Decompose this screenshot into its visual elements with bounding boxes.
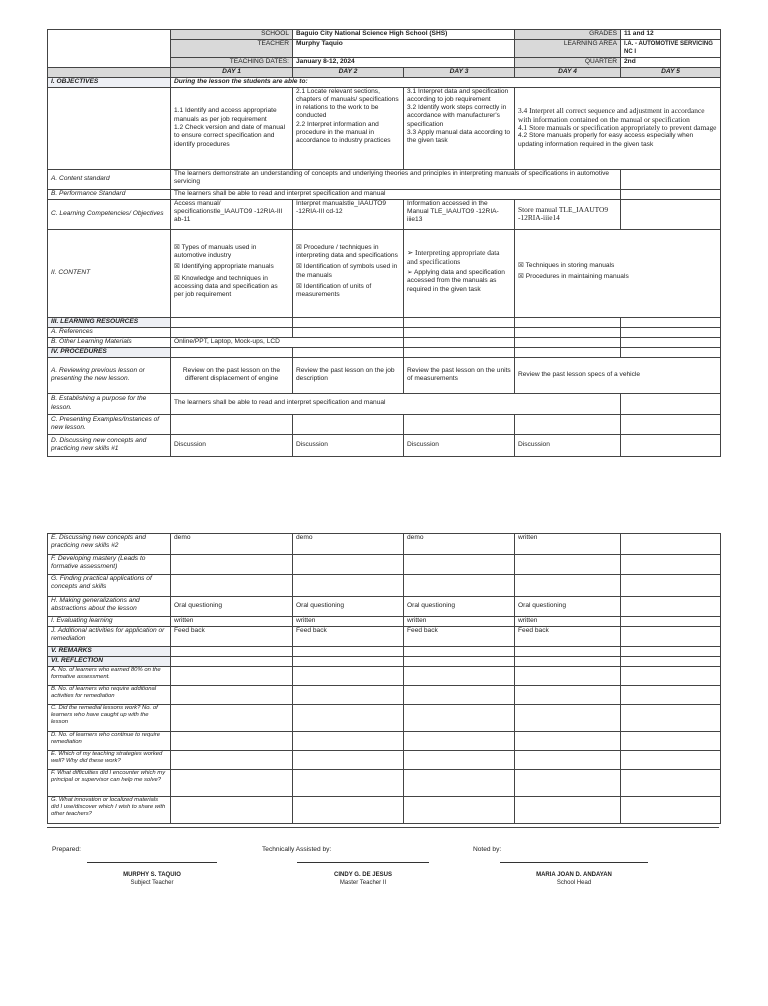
performance-standard-value: The learners shall be able to read and interpret specification and manual <box>171 189 621 199</box>
empty-cell <box>404 732 515 751</box>
mastery-label: F. Developing mastery (Leads to formative assessment) <box>48 555 171 575</box>
objectives-intro: During the lesson the students are able to: <box>171 77 721 87</box>
empty-cell <box>621 534 721 555</box>
assisted-role: Master Teacher II <box>339 880 387 886</box>
objectives-blank <box>48 87 171 169</box>
empty-cell <box>621 347 721 357</box>
school-label: SCHOOL <box>171 30 293 40</box>
content-day1-item: ☒ Identifying appropriate manuals <box>174 263 274 271</box>
performance-standard-label: B. Performance Standard <box>48 189 171 199</box>
empty-cell <box>171 770 293 797</box>
empty-cell <box>171 317 293 327</box>
objectives-day4-serif: 3.4 Interpret all correct sequence and adjustment in accordance with information contained on the manual or specification 4.1 Store manuals or specification appropriately to prevent damage <box>518 106 717 132</box>
discuss1-day1: Discussion <box>171 434 293 456</box>
empty-cell <box>171 657 293 667</box>
empty-cell <box>171 647 293 657</box>
empty-cell <box>621 770 721 797</box>
empty-cell <box>515 337 621 347</box>
evaluating-day4: written <box>515 617 621 627</box>
objectives-day1: 1.1 Identify and access appropriate manuals as per job requirement 1.2 Check version and date of manual to ensure correct specification and identify procedures <box>171 87 293 169</box>
empty-cell <box>293 347 404 357</box>
prepared-name: MURPHY S. TAQUIO <box>123 872 181 878</box>
reflection-item: E. Which of my teaching strategies worked well? Why did these work? <box>48 751 171 770</box>
review-day3: Review the past lesson on the units of measurements <box>404 357 515 393</box>
objectives-day2: 2.1 Locate relevant sections, chapters of manuals/ specifications in relations to the work to be conducted 2.2 Interpret information and procedure in the manual in accordance to industry practices <box>293 87 404 169</box>
assisted-label: Technically Assisted by: <box>262 846 332 853</box>
empty-cell <box>515 575 621 597</box>
empty-cell <box>515 770 621 797</box>
competencies-day4: Store manual TLE_IAAUTO9 -12RIA-iiie14 <box>515 199 621 229</box>
empty-cell <box>293 414 404 434</box>
discuss2-label: E. Discussing new concepts and practicing new skills #2 <box>48 534 171 555</box>
empty-cell <box>515 667 621 686</box>
teaching-dates-label: TEACHING DATES: <box>171 57 293 67</box>
content-day4-item: ☒ Techniques in storing manuals <box>518 261 615 269</box>
grades-value: 11 and 12 <box>621 30 721 40</box>
content-day2-item: ☒ Identification of symbols used in the manuals <box>296 263 398 279</box>
reflection-item: B. No. of learners who require additional activities for remediation <box>48 686 171 705</box>
empty-cell <box>621 627 721 647</box>
empty-cell <box>515 647 621 657</box>
content-day2 <box>293 229 404 317</box>
learning-area-label: LEARNING AREA <box>515 40 621 58</box>
empty-cell <box>404 705 515 732</box>
generalization-day2: Oral questioning <box>293 597 404 617</box>
practical-label: G. Finding practical applications of concepts and skills <box>48 575 171 597</box>
discuss1-day2: Discussion <box>293 434 404 456</box>
empty-cell <box>515 732 621 751</box>
prepared-label: Prepared: <box>52 846 81 853</box>
reflection-item: C. Did the remedial lessons work? No. of learners who have caught up with the lesson <box>48 705 171 732</box>
empty-cell <box>515 705 621 732</box>
empty-cell <box>621 657 721 667</box>
empty-cell <box>621 327 721 337</box>
additional-day2: Feed back <box>293 627 404 647</box>
quarter-label: QUARTER <box>515 57 621 67</box>
generalization-day3: Oral questioning <box>404 597 515 617</box>
empty-cell <box>404 337 515 347</box>
content-standard-blank <box>621 169 721 189</box>
empty-cell <box>621 337 721 347</box>
day-header-1: DAY 1 <box>171 67 293 77</box>
content-day4 <box>515 229 721 317</box>
discuss1-day3: Discussion <box>404 434 515 456</box>
signature-block <box>47 827 719 888</box>
content-day1-item: ☒ Knowledge and techniques in accessing data and specification as per job requirement <box>174 274 278 299</box>
evaluating-day1: written <box>171 617 293 627</box>
empty-cell <box>515 797 621 824</box>
empty-cell <box>515 686 621 705</box>
empty-cell <box>621 797 721 824</box>
empty-cell <box>171 327 293 337</box>
discuss1-day4: Discussion <box>515 434 621 456</box>
evaluating-day2: written <box>293 617 404 627</box>
noted-name: MARIA JOAN D. ANDAYAN <box>536 872 612 878</box>
discuss2-day3: demo <box>404 534 515 555</box>
empty-cell <box>293 667 404 686</box>
header-blank <box>48 30 171 68</box>
other-materials-label: B. Other Learning Materials <box>48 337 171 347</box>
empty-cell <box>621 686 721 705</box>
day-header-3: DAY 3 <box>404 67 515 77</box>
dll-table-page1 <box>47 29 721 457</box>
dll-table-page2 <box>47 533 721 824</box>
day-header-5: DAY 5 <box>621 67 721 77</box>
noted-label: Noted by: <box>473 846 502 853</box>
content-day3-item: ➢ Applying data and specification accessed from the manuals as required in the given task <box>407 269 505 293</box>
empty-cell <box>404 555 515 575</box>
empty-cell <box>171 575 293 597</box>
competencies-day2: Interpret manualstle_IAAUTO9 -12RIA-III cd-12 <box>293 199 404 229</box>
content-day1 <box>171 229 293 317</box>
generalization-label: H. Making generalizations and abstractions about the lesson <box>48 597 171 617</box>
discuss2-day1: demo <box>171 534 293 555</box>
empty-cell <box>404 317 515 327</box>
content-standard-value: The learners demonstrate an understanding of concepts and underlying theories and principles in interpreting manuals of specifications in automotive servicing <box>171 169 621 189</box>
school-value: Baguio City National Science High School (SHS) <box>293 30 515 40</box>
discuss2-day2: demo <box>293 534 404 555</box>
empty-cell <box>621 317 721 327</box>
empty-cell <box>621 597 721 617</box>
assisted-name: CINDY G. DE JESUS <box>334 872 392 878</box>
objectives-label: I. OBJECTIVES <box>48 77 171 87</box>
competencies-day1: Access manual/ specificationstle_IAAUTO9 -12RIA-III ab-11 <box>171 199 293 229</box>
prepared-signature-line <box>87 862 217 863</box>
reflection-item: D. No. of learners who continue to require remediation <box>48 732 171 751</box>
empty-cell <box>515 751 621 770</box>
empty-cell <box>515 414 621 434</box>
additional-day4: Feed back <box>515 627 621 647</box>
purpose-value: The learners shall be able to read and interpret specification and manual <box>171 393 621 414</box>
empty-cell <box>293 732 404 751</box>
empty-cell <box>515 555 621 575</box>
empty-cell <box>404 797 515 824</box>
noted-role: School Head <box>556 880 592 886</box>
empty-cell <box>515 327 621 337</box>
empty-cell <box>404 327 515 337</box>
review-day4: Review the past lesson specs of a vehicle <box>515 357 721 393</box>
empty-cell <box>404 751 515 770</box>
content-day2-item: ☒ Identification of units of measurements <box>296 282 372 299</box>
empty-cell <box>404 770 515 797</box>
other-materials-value: Online/PPT, Laptop, Mock-ups, LCD <box>171 337 404 347</box>
empty-cell <box>404 575 515 597</box>
empty-cell <box>293 657 404 667</box>
empty-cell <box>293 575 404 597</box>
assisted-signature-line <box>297 862 429 863</box>
discuss2-day4: written <box>515 534 621 555</box>
empty-cell <box>171 555 293 575</box>
empty-cell <box>621 434 721 456</box>
objectives-day4 <box>515 87 721 169</box>
empty-cell <box>515 347 621 357</box>
empty-cell <box>293 647 404 657</box>
noted-signature-line <box>500 862 648 863</box>
empty-cell <box>621 667 721 686</box>
reflection-item: F. What difficulties did I encounter which my principal or supervisor can help me solve? <box>48 770 171 797</box>
day-header-4: DAY 4 <box>515 67 621 77</box>
empty-cell <box>404 414 515 434</box>
additional-day3: Feed back <box>404 627 515 647</box>
teaching-dates-value: January 8-12, 2024 <box>293 57 515 67</box>
teacher-value: Murphy Taquio <box>293 40 515 58</box>
empty-cell <box>293 327 404 337</box>
content-day3 <box>404 229 515 317</box>
empty-cell <box>404 667 515 686</box>
empty-cell <box>515 657 621 667</box>
evaluating-label: I. Evaluating learning <box>48 617 171 627</box>
empty-cell <box>171 751 293 770</box>
empty-cell <box>621 393 721 414</box>
empty-cell <box>293 686 404 705</box>
objectives-day3: 3.1 Interpret data and specification according to job requirement 3.2 Identify work steps correctly in accordance with manufacturer's specification 3.3 Apply manual data according to the given task <box>404 87 515 169</box>
content-day2-item: ☒ Procedure / techniques in interpreting data and specifications <box>296 243 398 259</box>
empty-cell <box>621 705 721 732</box>
competencies-day3: Information accessed in the Manual TLE_IAAUTO9 -12RIA-iiie13 <box>404 199 515 229</box>
day-header-blank <box>48 67 171 77</box>
generalization-day1: Oral questioning <box>171 597 293 617</box>
empty-cell <box>293 317 404 327</box>
empty-cell <box>621 647 721 657</box>
content-day4-item: ☒ Procedures in maintaining manuals <box>518 273 629 281</box>
review-day2: Review the past lesson on the job description <box>293 357 404 393</box>
competencies-label: C. Learning Competencies/ Objectives <box>48 199 171 229</box>
references-label: A. References <box>48 327 171 337</box>
empty-cell <box>171 732 293 751</box>
empty-cell <box>404 347 515 357</box>
additional-day1: Feed back <box>171 627 293 647</box>
generalization-day4: Oral questioning <box>515 597 621 617</box>
evaluating-day3: written <box>404 617 515 627</box>
empty-cell <box>293 705 404 732</box>
content-label: II. CONTENT <box>48 229 171 317</box>
empty-cell <box>621 575 721 597</box>
competencies-day5 <box>621 199 721 229</box>
empty-cell <box>171 705 293 732</box>
performance-standard-blank <box>621 189 721 199</box>
discuss1-label: D. Discussing new concepts and practicing new skills #1 <box>48 434 171 456</box>
objectives-day4-extra: 4.2 Store manuals properly for easy access especially when updating information required in the given task <box>518 132 694 148</box>
day-header-2: DAY 2 <box>293 67 404 77</box>
examples-label: C. Presenting Examples/Instances of new lesson. <box>48 414 171 434</box>
empty-cell <box>621 414 721 434</box>
empty-cell <box>171 686 293 705</box>
empty-cell <box>293 555 404 575</box>
empty-cell <box>171 347 293 357</box>
reflection-label: VI. REFLECTION <box>48 657 171 667</box>
reflection-item: G. What innovation or localized materials did I use/discover which I wish to share with other teachers? <box>48 797 171 824</box>
empty-cell <box>293 770 404 797</box>
additional-label: J. Additional activities for application or remediation <box>48 627 171 647</box>
empty-cell <box>404 657 515 667</box>
remarks-label: V. REMARKS <box>48 647 171 657</box>
empty-cell <box>621 751 721 770</box>
review-day1: Review on the past lesson on the different displacement of engine <box>171 357 293 393</box>
learning-area-value: I.A. - AUTOMOTIVE SERVICING NC I <box>621 40 721 58</box>
empty-cell <box>404 647 515 657</box>
empty-cell <box>171 667 293 686</box>
resources-label: III. LEARNING RESOURCES <box>48 317 171 327</box>
procedures-label: IV. PROCEDURES <box>48 347 171 357</box>
empty-cell <box>171 797 293 824</box>
empty-cell <box>404 686 515 705</box>
content-day3-item: ➢ Interpreting appropriate data and specifications <box>407 248 500 266</box>
content-day1-item: ☒ Types of manuals used in automotive industry <box>174 243 257 259</box>
grades-label: GRADES <box>515 30 621 40</box>
purpose-label: B. Establishing a purpose for the lesson. <box>48 393 171 414</box>
teacher-label: TEACHER <box>171 40 293 58</box>
reflection-item: A. No. of learners who earned 80% on the formative assessment. <box>48 667 171 686</box>
review-label: A. Reviewing previous lesson or presenting the new lesson. <box>48 357 171 393</box>
empty-cell <box>171 414 293 434</box>
empty-cell <box>293 751 404 770</box>
quarter-value: 2nd <box>621 57 721 67</box>
empty-cell <box>621 732 721 751</box>
empty-cell <box>621 617 721 627</box>
empty-cell <box>621 555 721 575</box>
prepared-role: Subject Teacher <box>130 880 174 886</box>
empty-cell <box>293 797 404 824</box>
content-standard-label: A. Content standard <box>48 169 171 189</box>
empty-cell <box>515 317 621 327</box>
